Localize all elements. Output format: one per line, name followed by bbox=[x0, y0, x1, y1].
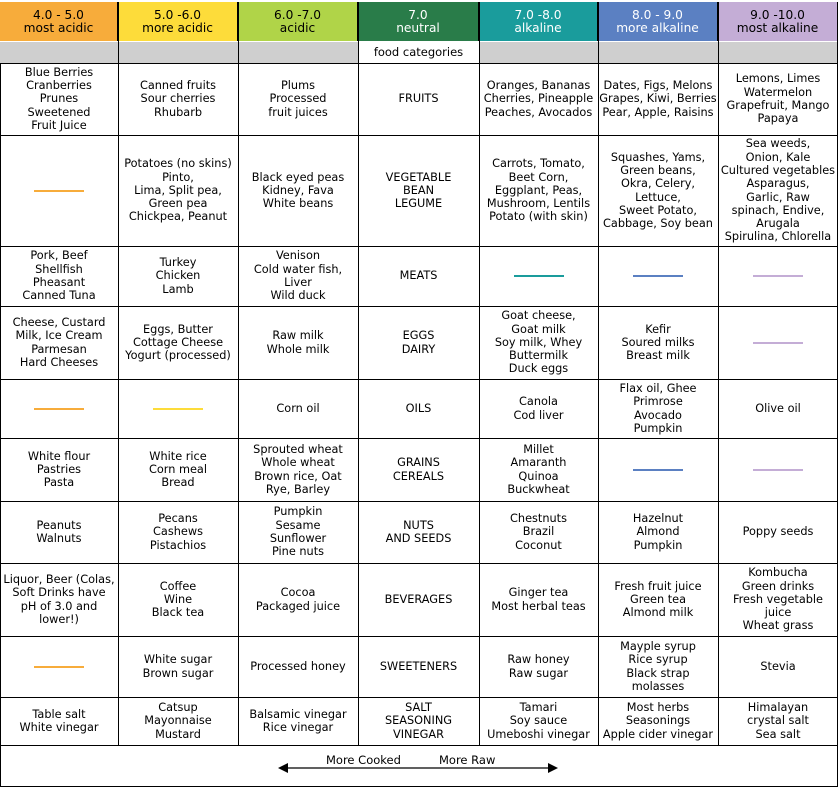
row-divider bbox=[0, 636, 838, 637]
ph-range: 8.0 - 9.0 bbox=[632, 7, 683, 22]
food-cell: Carrots, Tomato, Beet Corn, Eggplant, Peas, Mushroom, Lentils Potato (with skin) bbox=[486, 157, 591, 224]
category-label: VEGETABLE BEAN LEGUME bbox=[385, 170, 452, 211]
food-cell: Liquor, Beer (Colas, Soft Drinks have pH of 3.0 and lower!) bbox=[3, 572, 115, 626]
ph-range: 7.0 bbox=[408, 7, 428, 22]
column-divider bbox=[598, 2, 599, 745]
row-divider bbox=[0, 745, 838, 746]
ph-range: 7.0 -8.0 bbox=[514, 7, 562, 22]
column-divider bbox=[0, 63, 1, 745]
food-cell: Ginger tea Most herbal teas bbox=[491, 586, 586, 613]
empty-dash bbox=[153, 408, 203, 410]
row-divider bbox=[0, 563, 838, 564]
column-divider bbox=[479, 2, 480, 745]
food-cell: Sprouted wheat Whole wheat Brown rice, Oat Rye, Barley bbox=[253, 442, 343, 496]
more-raw-label: More Raw bbox=[439, 753, 496, 767]
food-cell: Venison Cold water fish, Liver Wild duck bbox=[253, 249, 343, 303]
food-cell: Oranges, Bananas Cherries, Pineapple Peaches, Avocados bbox=[483, 79, 594, 119]
food-cell: White sugar Brown sugar bbox=[142, 653, 214, 680]
empty-dash bbox=[753, 342, 803, 344]
food-cell: Hazelnut Almond Pumpkin bbox=[632, 512, 684, 552]
food-cell: Most herbs Seasonings Apple cider vinegar bbox=[602, 701, 714, 741]
category-label: FRUITS bbox=[398, 92, 439, 106]
food-cell: Chestnuts Brazil Coconut bbox=[510, 512, 567, 552]
food-cell: Corn oil bbox=[276, 401, 320, 415]
category-label: SALT SEASONING VINEGAR bbox=[384, 701, 453, 741]
category-label: MEATS bbox=[399, 269, 438, 283]
food-cell: Millet Amaranth Quinoa Buckwheat bbox=[507, 442, 570, 496]
food-cell: Raw honey Raw sugar bbox=[507, 653, 570, 680]
food-cell: Potatoes (no skins) Pinto, Lima, Split pea, Green pea Chickpea, Peanut bbox=[124, 157, 232, 224]
food-cell: White rice Corn meal Bread bbox=[148, 449, 207, 490]
food-cell: Stevia bbox=[760, 659, 796, 673]
acidity-label: most alkaline bbox=[736, 20, 819, 35]
column-header-4 bbox=[358, 2, 479, 41]
empty-dash bbox=[514, 275, 564, 277]
food-cell: Himalayan crystal salt Sea salt bbox=[747, 701, 809, 741]
acidity-label: more acidic bbox=[142, 20, 213, 35]
food-cell: Blue Berries Cranberries Prunes Sweetened Fruit Juice bbox=[24, 65, 94, 132]
category-label: OILS bbox=[405, 401, 432, 415]
empty-dash bbox=[633, 469, 683, 471]
category-label: NUTS AND SEEDS bbox=[385, 518, 452, 545]
food-cell: Lemons, Limes Watermelon Grapefruit, Mango Papaya bbox=[726, 72, 830, 126]
column-header-2 bbox=[118, 2, 238, 41]
ph-range: 5.0 -6.0 bbox=[153, 7, 202, 22]
empty-dash bbox=[753, 275, 803, 277]
food-cell: Canned fruits Sour cherries Rhubarb bbox=[139, 79, 217, 119]
column-header-7 bbox=[718, 2, 838, 41]
empty-dash bbox=[633, 275, 683, 277]
food-cell: Coffee Wine Black tea bbox=[151, 579, 205, 620]
column-header-1 bbox=[0, 2, 118, 41]
column-header-5 bbox=[479, 2, 598, 41]
food-cell: Olive oil bbox=[755, 401, 801, 415]
food-cell: Pork, Beef Shellfish Pheasant Canned Tuna bbox=[22, 249, 96, 303]
frame-bottom bbox=[0, 786, 838, 787]
food-cell: Tamari Soy sauce Umeboshi vinegar bbox=[487, 701, 590, 741]
row-divider bbox=[0, 438, 838, 439]
frame-left bbox=[0, 745, 1, 787]
food-cell: Cocoa Packaged juice bbox=[255, 586, 341, 613]
more-cooked-label: More Cooked bbox=[326, 753, 401, 767]
food-cell: Canola Cod liver bbox=[513, 395, 564, 422]
food-cell: Plums Processed fruit juices bbox=[268, 79, 328, 119]
acidity-label: alkaline bbox=[514, 20, 562, 35]
row-divider bbox=[0, 246, 838, 247]
column-header-6 bbox=[598, 2, 718, 41]
row-divider bbox=[0, 306, 838, 307]
food-cell: Pecans Cashews Pistachios bbox=[149, 512, 207, 552]
cooking-direction-arrow bbox=[276, 752, 560, 782]
food-cell: Squashes, Yams, Green beans, Okra, Celery, Lettuce, Sweet Potato, Cabbage, Soy bean bbox=[603, 150, 713, 231]
food-cell: Pumpkin Sesame Sunflower Pine nuts bbox=[269, 505, 327, 559]
empty-dash bbox=[34, 666, 84, 668]
column-divider bbox=[358, 2, 359, 745]
category-label: SWEETENERS bbox=[379, 659, 458, 673]
food-cell: Kombucha Green drinks Fresh vegetable juice Wheat grass bbox=[732, 566, 824, 633]
food-cell: Balsamic vinegar Rice vinegar bbox=[249, 707, 347, 734]
acidity-label: neutral bbox=[396, 20, 440, 35]
food-cell: Black eyed peas Kidney, Fava White beans bbox=[251, 170, 345, 211]
acidity-label: acidic bbox=[279, 20, 316, 35]
food-cell: Kefir Soured milks Breast milk bbox=[621, 322, 695, 363]
category-label: EGGS DAIRY bbox=[401, 329, 436, 356]
food-cell: Raw milk Whole milk bbox=[266, 329, 330, 356]
column-header-3 bbox=[238, 2, 358, 41]
food-cell: Poppy seeds bbox=[742, 525, 814, 539]
empty-dash bbox=[34, 408, 84, 410]
empty-dash bbox=[34, 190, 84, 192]
food-cell: Table salt White vinegar bbox=[19, 707, 99, 734]
food-cell: Mayple syrup Rice syrup Black strap molasses bbox=[620, 639, 696, 693]
row-divider bbox=[0, 379, 838, 380]
food-cell: Peanuts Walnuts bbox=[36, 518, 82, 545]
ph-range: 6.0 -7.0 bbox=[273, 7, 322, 22]
band-label: food categories bbox=[358, 42, 479, 63]
column-divider bbox=[238, 2, 239, 745]
food-cell: Fresh fruit juice Green tea Almond milk bbox=[614, 579, 702, 620]
double-arrow-icon bbox=[276, 752, 560, 782]
food-cell: Processed honey bbox=[250, 659, 346, 673]
food-cell: Dates, Figs, Melons Grapes, Kiwi, Berries Pear, Apple, Raisins bbox=[599, 79, 717, 119]
row-divider bbox=[0, 63, 838, 64]
category-label: GRAINS CEREALS bbox=[392, 456, 445, 483]
food-cell: Turkey Chicken Lamb bbox=[155, 256, 201, 296]
ph-range: 4.0 - 5.0 bbox=[33, 7, 84, 22]
column-divider bbox=[118, 2, 119, 745]
row-divider bbox=[0, 697, 838, 698]
row-divider bbox=[0, 501, 838, 502]
empty-dash bbox=[753, 469, 803, 471]
food-cell: Eggs, Butter Cottage Cheese Yogurt (processed) bbox=[125, 322, 231, 363]
column-divider bbox=[718, 2, 719, 745]
food-cell: Flax oil, Ghee Primrose Avocado Pumpkin bbox=[619, 381, 697, 435]
acidity-label: more alkaline bbox=[616, 20, 699, 35]
food-cell: Cheese, Custard Milk, Ice Cream Parmesan Hard Cheeses bbox=[12, 315, 106, 369]
row-divider bbox=[0, 135, 838, 136]
category-label: BEVERAGES bbox=[384, 592, 453, 606]
food-cell: Sea weeds, Onion, Kale Cultured vegetables Asparagus, Garlic, Raw spinach, Endive, Arugala Spirulina, Chlorella bbox=[720, 137, 836, 244]
acidity-label: most acidic bbox=[23, 20, 94, 35]
food-cell: Goat cheese, Goat milk Soy milk, Whey Buttermilk Duck eggs bbox=[494, 309, 583, 376]
food-cell: Catsup Mayonnaise Mustard bbox=[144, 701, 212, 741]
ph-range: 9.0 -10.0 bbox=[750, 7, 805, 22]
food-cell: White flour Pastries Pasta bbox=[27, 449, 91, 490]
